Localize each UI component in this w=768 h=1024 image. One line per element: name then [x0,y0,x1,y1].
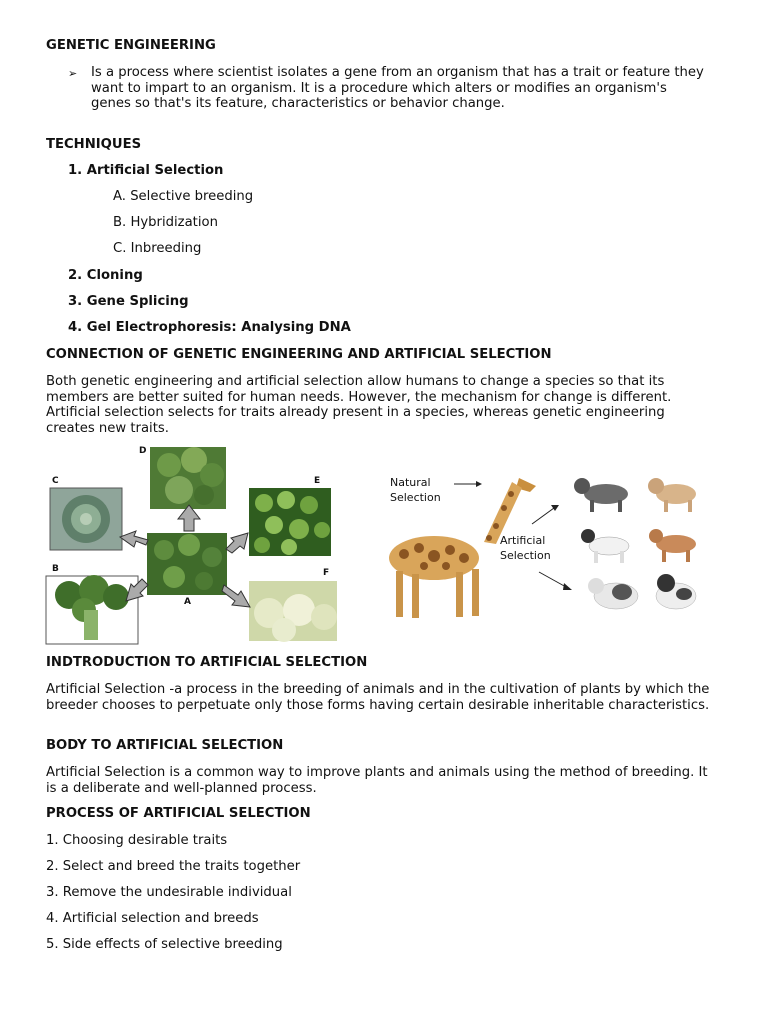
process-step-3: 3. Remove the undesirable individual [46,885,292,900]
process-step-2: 2. Select and breed the traits together [46,859,301,874]
heading-process: PROCESS OF ARTIFICIAL SELECTION [46,806,311,821]
technique-label: Cloning [86,268,143,283]
technique-item-1 [68,163,223,178]
sub-technique-letter: B. [113,215,127,230]
technique-label: Artificial Selection [86,163,224,178]
process-step-4: 4. Artificial selection and breeds [46,911,259,926]
arrow-bullet-icon: ➢ [68,67,78,80]
technique-label: Gene Splicing [86,294,189,309]
selection-comparison-figure [384,466,719,626]
heading-genetic-engineering: GENETIC ENGINEERING [46,38,216,53]
heading-techniques: TECHNIQUES [46,137,142,152]
sub-technique-a [113,189,253,204]
sub-technique-letter: C. [113,241,127,256]
heading-introduction: INDTRODUCTION TO ARTIFICIAL SELECTION [46,655,368,670]
natural-selection-label: Natural Selection [390,476,441,504]
sub-technique-label: Selective breeding [130,189,254,204]
technique-number: 1. [68,163,83,178]
technique-number: 3. [68,294,83,309]
sub-technique-label: Hybridization [130,215,218,230]
connection-paragraph: Both genetic engineering and artificial selection allow humans to change a species so that its members are better suited for human needs. However, the mechanism for change is different. Artificial selection selects for traits already present in a species, whereas genetic engineering creates new traits. [46,374,672,436]
dog-breeds-images [574,478,696,609]
technique-item-2 [68,268,143,283]
technique-number: 4. [68,320,83,335]
sub-technique-label: Inbreeding [130,241,202,256]
body-paragraph: Artificial Selection is a common way to improve plants and animals using the method of breeding. It is a deliberate and well-planned process. [46,765,708,796]
label-a: A [184,597,191,607]
artificial-selection-label: Artificial Selection [500,534,551,562]
label-c: C [52,476,59,486]
plant-breeding-figure [44,445,342,650]
sub-technique-b [113,215,218,230]
technique-item-4 [68,320,351,335]
technique-label: Gel Electrophoresis: Analysing DNA [86,320,351,335]
label-e: E [314,476,321,486]
definition-text: Is a process where scientist isolates a gene from an organism that has a trait or feature they want to impart to an organism. It is a procedure which alters or modifies an organism's genes so that's its feature, characteristics or behavior change. [91,65,704,111]
label-d: D [139,446,147,456]
heading-body: BODY TO ARTIFICIAL SELECTION [46,738,284,753]
label-f: F [323,568,330,578]
plant-breeding-illustration [44,445,342,650]
technique-item-3 [68,294,189,309]
sub-technique-letter: A. [113,189,126,204]
process-step-1: 1. Choosing desirable traits [46,833,228,848]
label-b: B [52,564,59,574]
technique-number: 2. [68,268,83,283]
process-step-5: 5. Side effects of selective breeding [46,937,283,952]
introduction-paragraph: Artificial Selection -a process in the breeding of animals and in the cultivation of plants by which the breeder chooses to perpetuate only those forms having certain desirable inheritable characteristics. [46,682,710,713]
heading-connection: CONNECTION OF GENETIC ENGINEERING AND ARTIFICIAL SELECTION [46,347,552,362]
sub-technique-c [113,241,201,256]
